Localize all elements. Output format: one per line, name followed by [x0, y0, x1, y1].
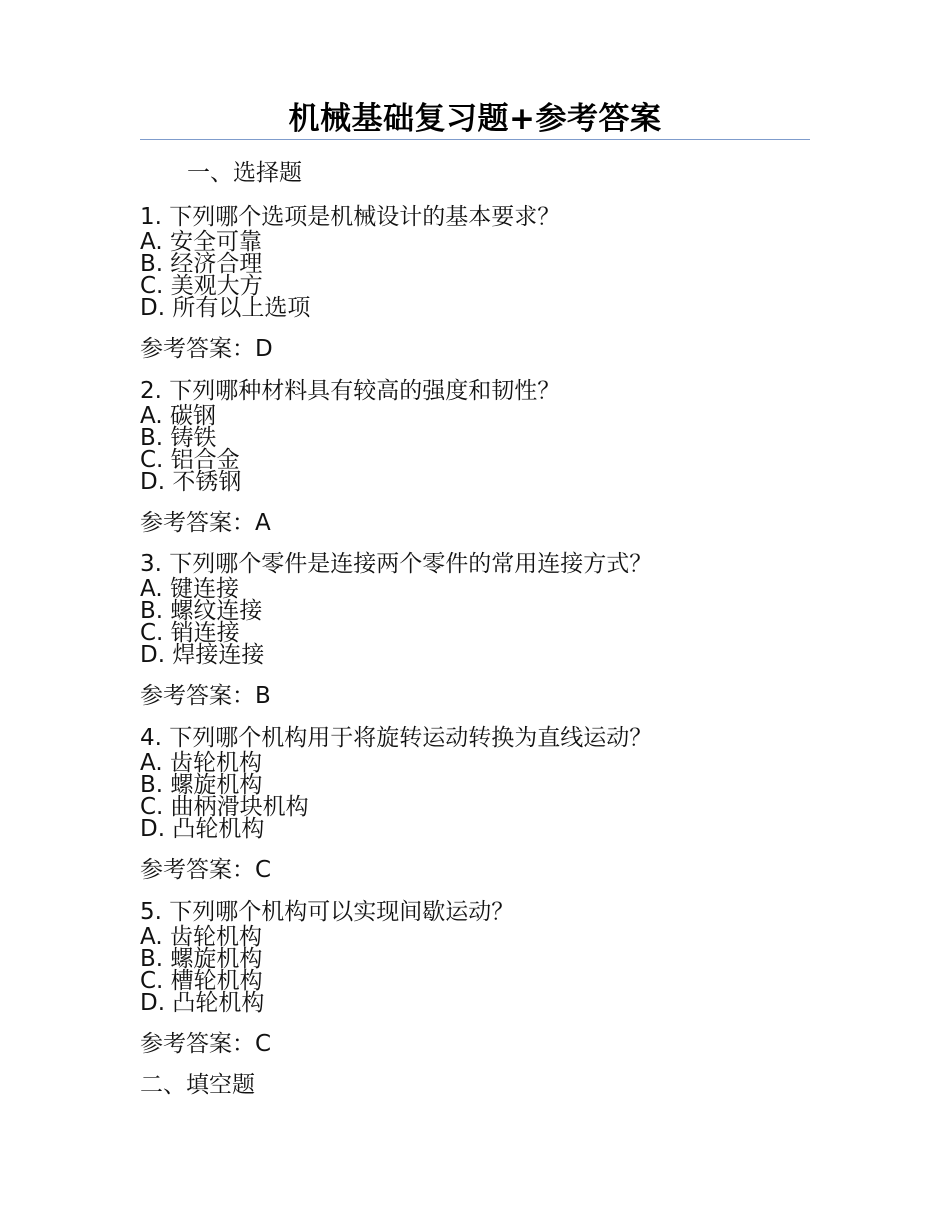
- option-b: B. 螺旋机构: [140, 772, 263, 798]
- option-c: C. 美观大方: [140, 273, 263, 299]
- question-block-4: [140, 724, 820, 884]
- section-heading-choice: 一、选择题: [187, 160, 302, 186]
- document-title: 机械基础复习题+参考答案: [288, 101, 662, 137]
- option-b: B. 经济合理: [140, 251, 263, 277]
- option-c: C. 销连接: [140, 620, 240, 646]
- option-d: D. 不锈钢: [140, 469, 242, 495]
- title-underline: [140, 139, 810, 140]
- option-c: C. 槽轮机构: [140, 968, 263, 994]
- option-a: A. 键连接: [140, 576, 239, 602]
- option-d: D. 所有以上选项: [140, 295, 311, 321]
- reference-answer: 参考答案：B: [140, 683, 271, 709]
- question-stem: 1. 下列哪个选项是机械设计的基本要求？: [140, 204, 561, 230]
- section-heading-fill-blank: 二、填空题: [140, 1072, 255, 1098]
- question-stem: 3. 下列哪个零件是连接两个零件的常用连接方式？: [140, 551, 653, 577]
- option-a: A. 碳钢: [140, 403, 216, 429]
- reference-answer: 参考答案：D: [140, 336, 273, 362]
- question-block-5: [140, 898, 820, 1058]
- option-b: B. 铸铁: [140, 425, 217, 451]
- option-d: D. 凸轮机构: [140, 990, 265, 1016]
- option-c: C. 曲柄滑块机构: [140, 794, 309, 820]
- question-stem: 5. 下列哪个机构可以实现间歇运动？: [140, 899, 515, 925]
- reference-answer: 参考答案：C: [140, 857, 272, 883]
- question-block-1: [140, 203, 820, 363]
- question-stem: 2. 下列哪种材料具有较高的强度和韧性？: [140, 378, 561, 404]
- question-block-3: [140, 550, 820, 710]
- option-d: D. 凸轮机构: [140, 816, 265, 842]
- question-stem: 4. 下列哪个机构用于将旋转运动转换为直线运动？: [140, 725, 653, 751]
- reference-answer: 参考答案：A: [140, 510, 271, 536]
- option-b: B. 螺旋机构: [140, 946, 263, 972]
- option-b: B. 螺纹连接: [140, 598, 263, 624]
- option-d: D. 焊接连接: [140, 642, 265, 668]
- option-a: A. 齿轮机构: [140, 750, 262, 776]
- question-block-2: [140, 377, 820, 537]
- option-a: A. 安全可靠: [140, 229, 262, 255]
- option-c: C. 铝合金: [140, 447, 240, 473]
- option-a: A. 齿轮机构: [140, 924, 262, 950]
- reference-answer: 参考答案：C: [140, 1031, 272, 1057]
